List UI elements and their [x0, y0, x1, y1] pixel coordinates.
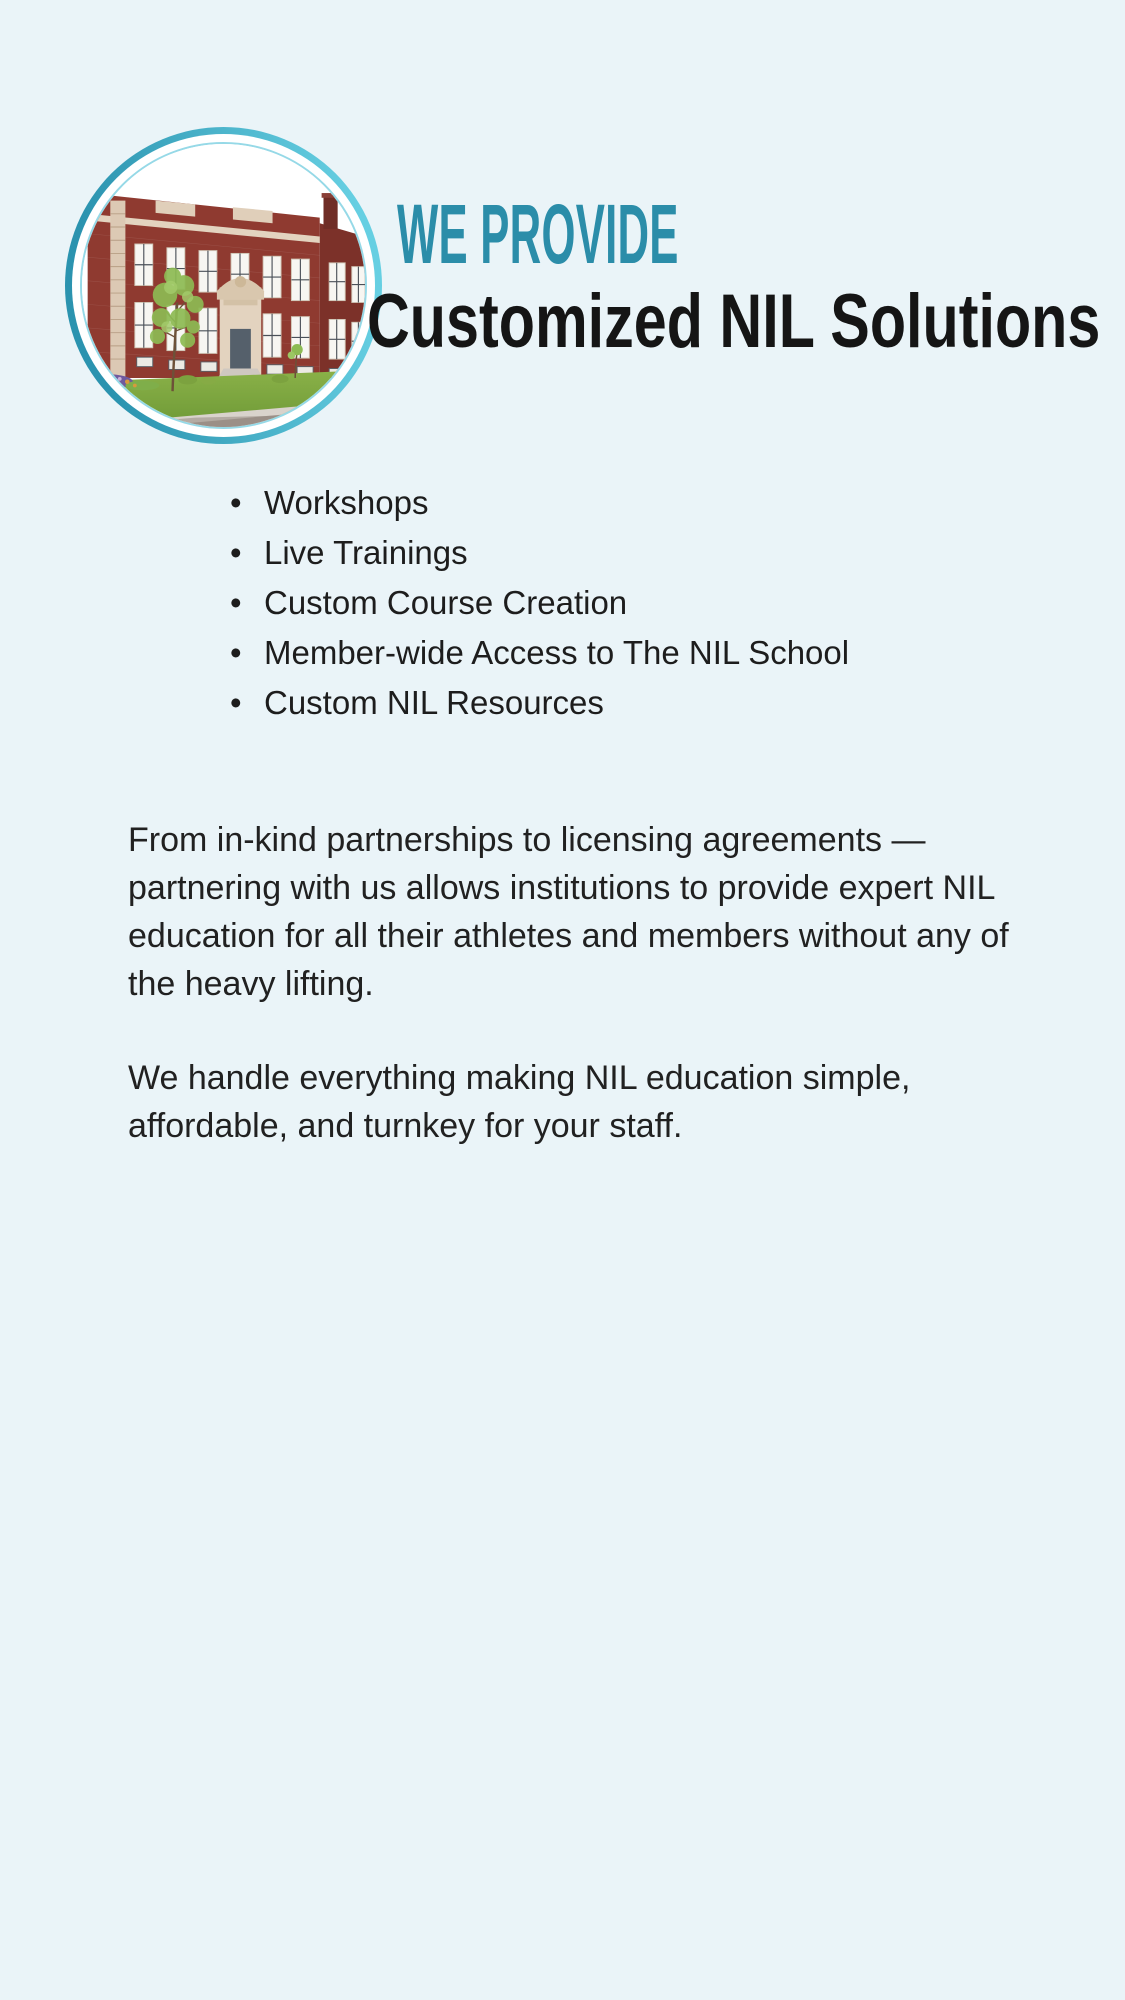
body-copy: [128, 816, 1014, 1196]
list-item: • Custom Course Creation: [230, 578, 849, 628]
school-building-illustration: [82, 144, 365, 427]
hero-photo-ring: [65, 127, 382, 444]
page-title: Customized NIL Solutions: [367, 279, 1101, 364]
paragraph: From in-kind partnerships to licensing agreements — partnering with us allows institutions to provide expert NIL education for all their athletes and members without any of the heavy lifting.: [128, 821, 1009, 1003]
services-list: [230, 478, 849, 728]
list-item: • Custom NIL Resources: [230, 678, 849, 728]
paragraph: We handle everything making NIL education simple, affordable, and turnkey for your staff.: [128, 1059, 911, 1145]
list-item: • Live Trainings: [230, 528, 849, 578]
list-item: • Workshops: [230, 478, 849, 528]
list-item: • Member-wide Access to The NIL School: [230, 628, 849, 678]
eyebrow-heading: WE PROVIDE: [397, 187, 679, 281]
school-building-photo: [80, 142, 367, 429]
